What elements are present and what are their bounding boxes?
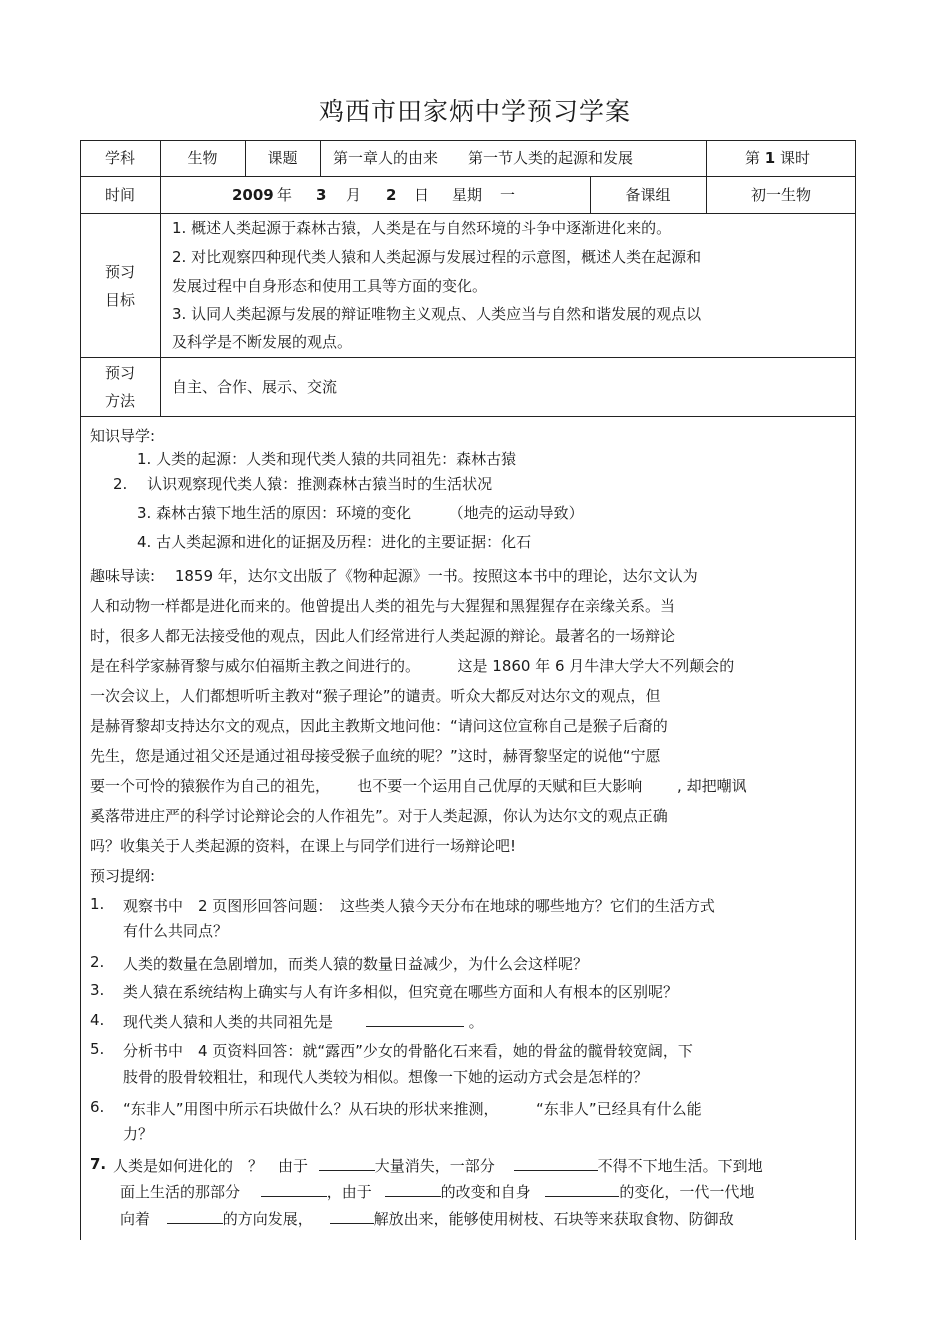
- q4-number: 4.: [90, 1011, 105, 1029]
- q4-text: 现代类人猿和人类的共同祖先是: [123, 1013, 334, 1031]
- goal-line: 3. 认同人类起源与发展的辩证唯物主义观点、人类应当与自然和谐发展的观点以: [172, 305, 702, 323]
- col-divider-a: [160, 140, 161, 417]
- goals-label-2: 目标: [104, 291, 135, 309]
- reading-line: 先生，您是通过祖父还是通过祖母接受猴子血统的呢？”这时，赫胥黎坚定的说他“宁愿: [90, 747, 661, 765]
- q4-line: [123, 1011, 484, 1032]
- q7-blank-6[interactable]: [167, 1209, 223, 1224]
- lesson-suffix: 课时: [780, 149, 811, 167]
- row-divider-2: [80, 213, 856, 214]
- table-border-right: [855, 140, 856, 1240]
- q7-text: 不得不下地生活。下到地: [597, 1157, 763, 1175]
- lesson-number: [745, 148, 810, 168]
- outline-heading: 预习提纲:: [90, 867, 156, 885]
- goal-line: 2. 对比观察四种现代类人猿和人类起源与发展过程的示意图，概述人类在起源和: [172, 248, 702, 266]
- reading-line: 一次会议上，人们都想听听主教对“猴子理论”的谴责。听众大都反对达尔文的观点，但: [90, 687, 661, 705]
- q2-number: 2.: [90, 953, 105, 971]
- method-label-1: 预习: [104, 364, 135, 382]
- guide-item: 3. 森林古猿下地生活的原因：环境的变化 （地壳的运动导致）: [137, 504, 584, 522]
- q7-text: 大量消失，一部分: [374, 1157, 495, 1175]
- q7-text: 向着: [120, 1210, 151, 1228]
- guide-item: 1. 人类的起源：人类和现代类人猿的共同祖先：森林古猿: [137, 450, 517, 468]
- goal-line: 1. 概述人类起源于森林古猿，人类是在与自然环境的斗争中逐渐进化来的。: [172, 219, 672, 237]
- week-label: 星期: [452, 186, 483, 204]
- month-value: 3: [316, 186, 327, 204]
- day-unit: 日: [414, 186, 430, 204]
- year-value: 2009: [232, 186, 274, 204]
- lesson-prefix: 第: [745, 149, 761, 167]
- q1-text-cont: 有什么共同点？: [123, 922, 229, 940]
- q7-number: 7.: [90, 1155, 107, 1173]
- row-divider-3: [80, 357, 856, 358]
- q2-text: 人类的数量在急剧增加，而类人猿的数量日益减少，为什么会这样呢？: [123, 955, 589, 973]
- q7-blank-7[interactable]: [330, 1209, 374, 1224]
- goal-line: 及科学是不断发展的观点。: [172, 333, 353, 351]
- q4-answer-blank[interactable]: [366, 1012, 464, 1027]
- q6-text: “东非人”用图中所示石块做什么？从石块的形状来推测， “东非人”已经具有什么能: [123, 1100, 702, 1118]
- subject-value: 生物: [187, 149, 218, 167]
- reading-line: 奚落带进庄严的科学讨论辩论会的人作祖先”。对于人类起源，你认为达尔文的观点正确: [90, 807, 668, 825]
- q7-text: 面上生活的那部分: [120, 1183, 241, 1201]
- q7-text: ，由于: [326, 1183, 372, 1201]
- q7-line-3: [120, 1208, 734, 1229]
- goal-line: 发展过程中自身形态和使用工具等方面的变化。: [172, 277, 488, 295]
- row-divider-4: [80, 416, 856, 417]
- q7-blank-4[interactable]: [385, 1182, 441, 1197]
- lesson-num: 1: [764, 149, 776, 167]
- guide-heading: 知识导学:: [90, 427, 156, 445]
- q5-number: 5.: [90, 1040, 105, 1058]
- page-title: 鸡西市田家炳中学预习学案: [318, 97, 631, 126]
- reading-line: 是在科学家赫胥黎与威尔伯福斯主教之间进行的。 这是 1860 年 6 月牛津大学大不列颠会的: [90, 657, 735, 675]
- q7-text: 的方向发展，: [222, 1210, 313, 1228]
- q7-line-1: [113, 1155, 763, 1176]
- q1-text: 观察书中 2 页图形回答问题： 这些类人猿今天分布在地球的哪些地方？它们的生活方式: [123, 897, 715, 915]
- reading-line: 是赫胥黎却支持达尔文的观点，因此主教斯文地问他：“请问这位宣称自己是猴子后裔的: [90, 717, 668, 735]
- q4-period: 。: [468, 1013, 484, 1031]
- q6-number: 6.: [90, 1098, 105, 1116]
- reading-line: 趣味导读: 1859 年，达尔文出版了《物种起源》一书。按照这本书中的理论，达尔文认为: [90, 567, 698, 585]
- q3-number: 3.: [90, 981, 105, 999]
- q6-text-cont: 力？: [123, 1125, 154, 1143]
- method-value: 自主、合作、展示、交流: [172, 378, 338, 396]
- q7-text: 的改变和自身: [440, 1183, 531, 1201]
- q7-blank-2[interactable]: [514, 1156, 598, 1171]
- topic-label: 课题: [267, 149, 298, 167]
- q1-number: 1.: [90, 895, 105, 913]
- q5-text-cont: 肢骨的股骨较粗壮，和现代人类较为相似。想像一下她的运动方式会是怎样的？: [123, 1068, 649, 1086]
- q7-line-2: [120, 1181, 754, 1202]
- group-label: 备课组: [625, 186, 671, 204]
- subject-label: 学科: [104, 149, 135, 167]
- day-value: 2: [386, 186, 397, 204]
- method-label-2: 方法: [104, 392, 135, 410]
- weekday-value: 一: [500, 186, 516, 204]
- topic-value: 第一章人的由来 第一节人类的起源和发展: [333, 149, 634, 167]
- q7-text: 解放出来，能够使用树枝、石块等来获取食物、防御敌: [373, 1210, 734, 1228]
- q5-text: 分析书中 4 页资料回答：就“露西”少女的骨骼化石来看，她的骨盆的髋骨较宽阔，下: [123, 1042, 693, 1060]
- goals-label-1: 预习: [104, 263, 135, 281]
- guide-item: 4. 古人类起源和进化的证据及历程：进化的主要证据：化石: [137, 533, 532, 551]
- q7-text: 的变化，一代一代地: [619, 1183, 755, 1201]
- reading-line: 时，很多人都无法接受他的观点，因此人们经常进行人类起源的辩论。最著名的一场辩论: [90, 627, 676, 645]
- year-unit: 年: [277, 186, 293, 204]
- q7-blank-3[interactable]: [261, 1182, 327, 1197]
- reading-line: 要一个可怜的猿猴作为自己的祖先， 也不要一个运用自己优厚的天赋和巨大影响 , 却把嘲讽: [90, 777, 747, 795]
- month-unit: 月: [346, 186, 362, 204]
- time-label: 时间: [104, 186, 135, 204]
- q7-text: 人类是如何进化的 ？ 由于: [113, 1157, 309, 1175]
- q3-text: 类人猿在系统结构上确实与人有许多相似，但究竟在哪些方面和人有根本的区别呢？: [123, 983, 679, 1001]
- col-divider-c: [320, 140, 321, 177]
- row-divider-1: [80, 176, 856, 177]
- reading-line: 吗？收集关于人类起源的资料，在课上与同学们进行一场辩论吧!: [90, 837, 517, 855]
- group-value: 初一生物: [750, 186, 811, 204]
- guide-item: 2. 认识观察现代类人猿：推测森林古猿当时的生活状况: [113, 475, 493, 493]
- reading-line: 人和动物一样都是进化而来的。他曾提出人类的祖先与大猩猩和黑猩猩存在亲缘关系。当: [90, 597, 676, 615]
- q7-blank-1[interactable]: [319, 1156, 375, 1171]
- table-border-top: [80, 140, 856, 141]
- q7-blank-5[interactable]: [545, 1182, 619, 1197]
